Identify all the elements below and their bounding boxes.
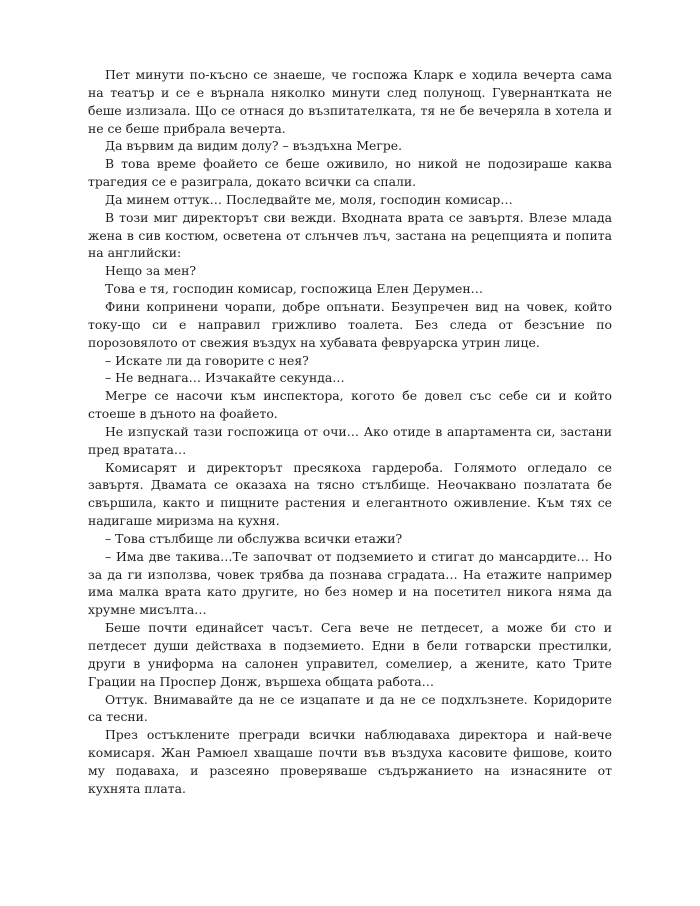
paragraph: Комисарят и директорът пресякоха гардероба. Голямото огледало се завъртя. Двамата се оказаха на тясно стълбище. Неочаквано позлатата бе свършила, както и пищните растения и елегантното оживление. Към тях се надигаше миризма на кухня.: [88, 459, 612, 529]
paragraph: – Не веднага… Изчакайте секунда…: [105, 370, 345, 386]
paragraph: Да минем оттук… Последвайте ме, моля, господин комисар…: [105, 191, 513, 207]
paragraph: – Искате ли да говорите с нея?: [105, 352, 309, 368]
paragraph: През остъклените прегради всички наблюдаваха директора и най-вече комисаря. Жан Рамюел хващаше почти във въздуха касовите фишове, които му подаваха, и разсеяно проверяваше съдържанието на изнасяните от кухнята плата.: [88, 727, 612, 796]
paragraph: В този миг директорът сви вежди. Входната врата се завъртя. Влезе млада жена в сив костюм, осветена от слънчев лъч, застана на рецепцията и попита на английски:: [88, 209, 612, 261]
paragraph: – Това стълбище ли обслужва всички етажи?: [105, 530, 403, 546]
paragraph: Мегре се насочи към инспектора, когото бе довел със себе си и който стоеше в дъното на фоайето.: [88, 388, 612, 422]
paragraph: Нещо за мен?: [105, 263, 197, 279]
paragraph: Оттук. Внимавайте да не се изцапате и да не се подхлъзнете. Коридорите са тесни.: [88, 691, 612, 725]
paragraph: Не изпускай тази госпожица от очи… Ако отиде в апартамента си, застани пред вратата…: [88, 423, 612, 457]
document-page: [88, 66, 612, 798]
paragraph: Да вървим да видим долу? – въздъхна Мегре.: [105, 138, 403, 154]
paragraph: – Има две такива…Те започват от подземието и стигат до мансардите… Но за да ги използва, човек трябва да познава сградата… На етажите например има малка врата като другите, но без номер и на посетител никога няма да хрумне мисълта…: [88, 548, 612, 618]
paragraph: Пет минути по-късно се знаеше, че госпожа Кларк е ходила вечерта сама на театър и се е върнала няколко минути след полунощ. Гувернантката не беше излизала. Що се отнася до възпитателката, тя не бе вечеряла в хотела и не се беше прибрала вечерта.: [88, 67, 612, 136]
paragraph: Това е тя, господин комисар, госпожица Елен Дерумен…: [105, 281, 484, 297]
paragraph: Фини копринени чорапи, добре опънати. Безупречен вид на човек, който току-що си е направил грижливо тоалета. Без следа от безсъние по порозовялото от свежия въздух на хубавата февруарска утрин лице.: [88, 298, 612, 350]
paragraph: Беше почти единайсет часът. Сега вече не петдесет, а може би сто и петдесет души действаха в подземието. Едни в бели готварски престилки, други в униформа на салонен управител, сомелиер, а жените, като Трите Грации на Проспер Донж, вършеха общата работа…: [88, 620, 612, 689]
paragraph: В това време фоайето се беше оживило, но никой не подозираше каква трагедия се е разиграла, докато всички са спали.: [88, 156, 612, 190]
